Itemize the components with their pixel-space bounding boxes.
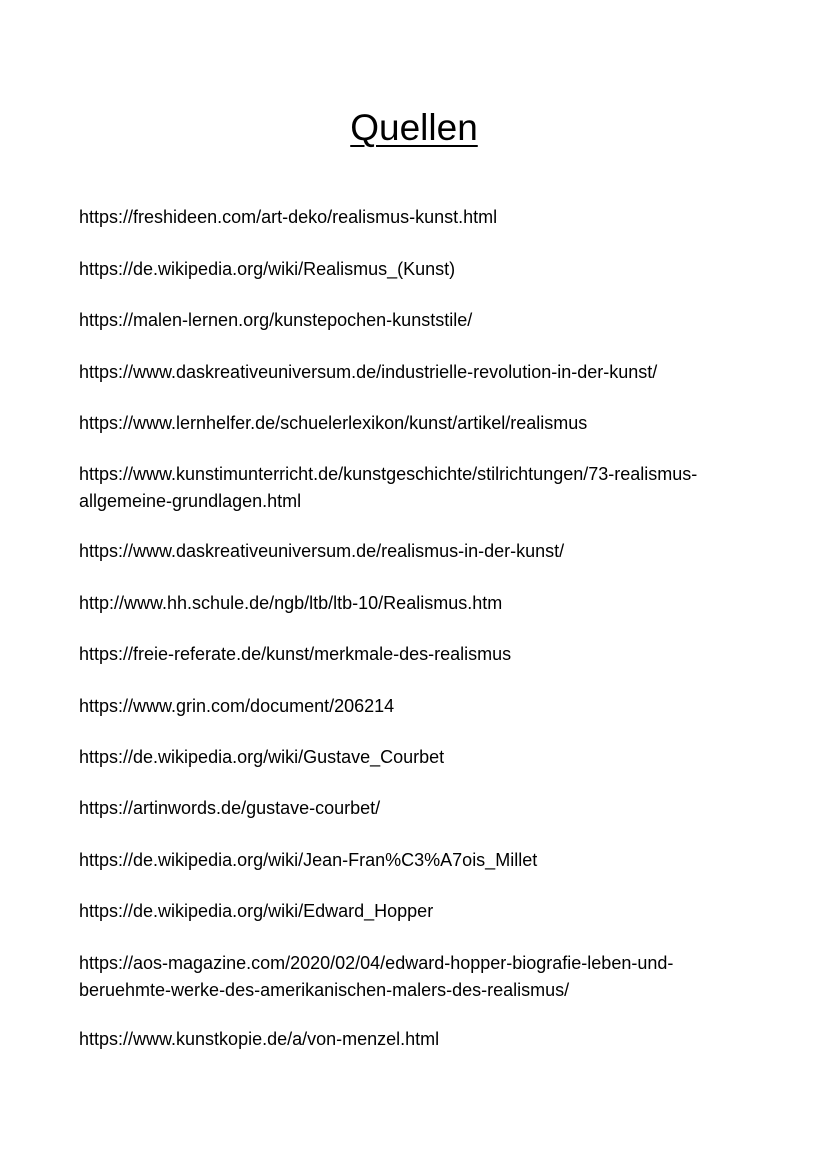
source-item	[79, 590, 769, 617]
page-title-text: Quellen	[350, 107, 478, 148]
source-item	[79, 641, 769, 668]
source-url-line: https://de.wikipedia.org/wiki/Realismus_(Kunst)	[79, 259, 456, 279]
source-item	[79, 950, 769, 1004]
source-url-line: https://freshideen.com/art-deko/realismus-kunst.html	[79, 207, 498, 227]
source-url-line: https://artinwords.de/gustave-courbet/	[79, 798, 381, 818]
source-item	[79, 538, 769, 565]
source-url-line: beruehmte-werke-des-amerikanischen-malers-des-realismus/	[79, 980, 570, 1000]
source-url-line: https://www.daskreativeuniversum.de/realismus-in-der-kunst/	[79, 541, 565, 561]
source-item	[79, 410, 769, 437]
source-url-line: https://de.wikipedia.org/wiki/Gustave_Courbet	[79, 747, 445, 767]
source-item	[79, 359, 769, 386]
source-url-line: https://de.wikipedia.org/wiki/Jean-Fran%C3%A7ois_Millet	[79, 850, 538, 870]
source-url-line: https://www.kunstimunterricht.de/kunstgeschichte/stilrichtungen/73-realismus-	[79, 464, 698, 484]
source-url-line: https://www.kunstkopie.de/a/von-menzel.html	[79, 1029, 440, 1049]
source-url-line: http://www.hh.schule.de/ngb/ltb/ltb-10/Realismus.htm	[79, 593, 503, 613]
source-item	[79, 847, 769, 874]
source-url-line: https://de.wikipedia.org/wiki/Edward_Hopper	[79, 901, 434, 921]
source-url-line: allgemeine-grundlagen.html	[79, 491, 302, 511]
source-item	[79, 461, 769, 515]
source-item	[79, 693, 769, 720]
source-url-line: https://www.grin.com/document/206214	[79, 696, 395, 716]
source-item	[79, 898, 769, 925]
source-url-line: https://freie-referate.de/kunst/merkmale-des-realismus	[79, 644, 512, 664]
source-item	[79, 1026, 769, 1053]
page-title	[0, 104, 828, 152]
source-url-line: https://aos-magazine.com/2020/02/04/edward-hopper-biografie-leben-und-	[79, 953, 674, 973]
source-item	[79, 744, 769, 771]
source-url-line: https://malen-lernen.org/kunstepochen-kunststile/	[79, 310, 473, 330]
source-item	[79, 307, 769, 334]
source-item	[79, 795, 769, 822]
source-url-line: https://www.daskreativeuniversum.de/industrielle-revolution-in-der-kunst/	[79, 362, 658, 382]
source-url-line: https://www.lernhelfer.de/schuelerlexikon/kunst/artikel/realismus	[79, 413, 588, 433]
source-item	[79, 256, 769, 283]
source-item	[79, 204, 769, 231]
